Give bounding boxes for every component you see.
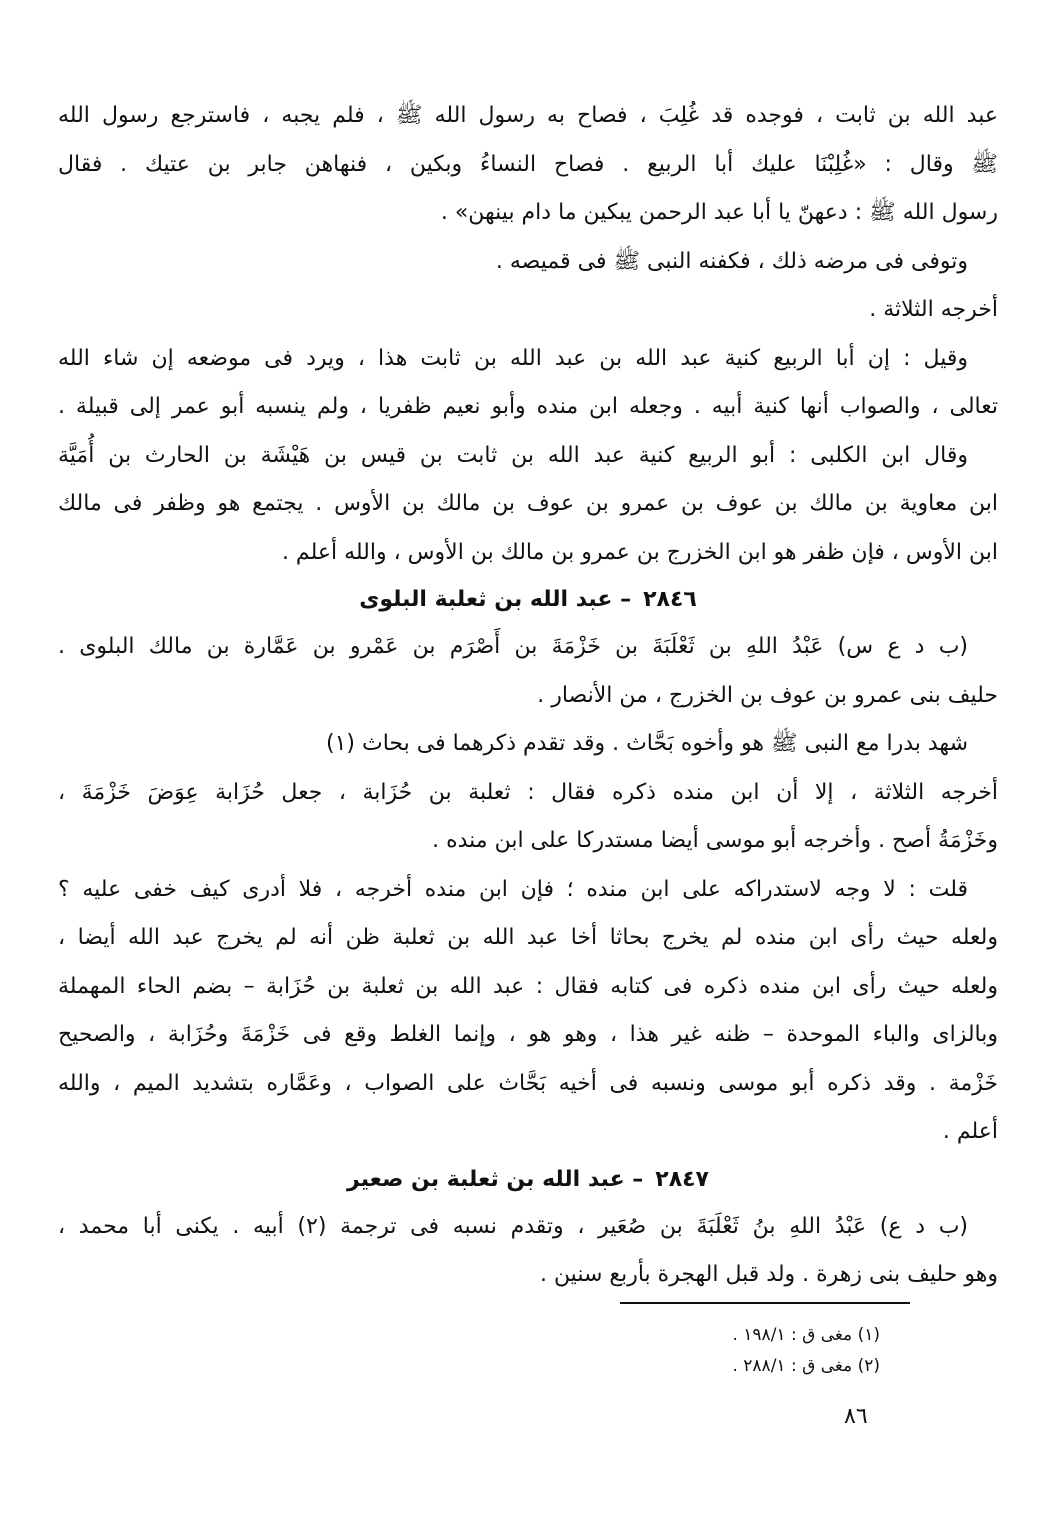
page-number: ٨٦	[844, 1404, 868, 1429]
text-line: عبد الله بن ثابت ، فوجده قد غُلِبَ ، فصاح به رسول الله ﷺ ، فلم يجبه ، فاسترجع رسول الله	[58, 103, 998, 128]
text-line: وقيل : إن أبا الربيع كنية عبد الله بن عبد الله بن ثابت هذا ، ويرد فى موضعه إن شاء الله	[58, 345, 968, 371]
text-line: وبالزاى والباء الموحدة – ظنه غير هذا ، وهو هو ، وإنما الغلط وقع فى خَزْمَةَ وحُزَابة ، والصحيح	[58, 1022, 998, 1047]
text-line: أخرجه الثلاثة .	[869, 297, 998, 322]
text-line: (ب د ع) عَبْدُ اللهِ بنُ ثَعْلَبَةَ بن صُعَير ، وتقدم نسبه فى ترجمة (٢) أبيه . يكنى أبا محمد ،	[58, 1213, 968, 1239]
text-line: أعلم .	[942, 1119, 998, 1144]
text-line: وخَزْمَةُ أصح . وأخرجه أبو موسى أيضا مستدركا على ابن منده .	[432, 828, 998, 853]
footnote-rule	[620, 1302, 910, 1304]
text-line: قلت : لا وجه لاستدراكه على ابن منده ؛ فإن ابن منده أخرجه ، فلا أدرى كيف خفى عليه ؟	[58, 876, 968, 902]
text-line: ابن الأوس ، فإن ظفر هو ابن الخزرج بن عمرو بن مالك بن الأوس ، والله أعلم .	[281, 539, 998, 565]
footnote: (٢) مغى ق : ٢٨٨/١ .	[732, 1356, 880, 1376]
footnote: (١) مغى ق : ١٩٨/١ .	[732, 1325, 880, 1345]
entry-heading	[58, 1157, 998, 1203]
text-line: ابن معاوية بن مالك بن عوف بن عمرو بن عوف بن مالك بن الأوس . يجتمع هو وظفر فى مالك	[58, 491, 998, 516]
text-line: ﷺ وقال : «غُلِبْنَا عليك أبا الربيع . فصاح النساءُ وبكين ، فنهاهن جابر بن عتيك . فقال	[58, 151, 998, 177]
entry-number: ٢٨٤٧	[655, 1166, 709, 1192]
text-line: ولعله حيث رأى ابن منده ذكره فى كتابه فقال : عبد الله بن ثعلبة بن حُزَابة – بضم الحاء المهملة	[58, 973, 998, 999]
text-line: وهو حليف بنى زهرة . ولد قبل الهجرة بأربع سنين .	[539, 1262, 998, 1287]
footnotes	[560, 1320, 880, 1382]
text-line: شهد بدرا مع النبى ﷺ هو وأخوه بَحَّاث . وقد تقدم ذكرهما فى بحاث (١)	[326, 731, 968, 756]
text-line: رسول الله ﷺ : دعهنّ يا أبا عبد الرحمن يبكين ما دام بينهن» .	[440, 200, 998, 225]
text-line: وقال ابن الكلبى : أبو الربيع كنية عبد الله بن ثابت بن قيس بن هَيْشَة بن الحارث بن أُمَيَّة	[58, 442, 968, 468]
text-line: حليف بنى عمرو بن عوف بن الخزرج ، من الأنصار .	[537, 682, 998, 708]
text-line: أخرجه الثلاثة ، إلا أن ابن منده ذكره فقال : ثعلبة بن حُزَابة ، جعل حُزَابة عِوَضَ خَزْمَةَ ،	[58, 779, 998, 805]
entry-heading	[58, 577, 998, 623]
text-line: تعالى ، والصواب أنها كنية أبيه . وجعله ابن منده وأبو نعيم ظفريا ، ولم ينسبه أبو عمر إلى قبيلة .	[58, 394, 998, 419]
entry-title: – عبد الله بن ثعلبة بن صعير	[347, 1166, 644, 1192]
text-line: ولعله حيث رأى ابن منده لم يخرج بحاثا أخا عبد الله بن ثعلبة ظن أنه لم يخرج عبد الله أيضا ،	[58, 925, 998, 950]
page-body	[58, 92, 998, 1300]
entry-number: ٢٨٤٦	[643, 587, 697, 612]
text-line: وتوفى فى مرضه ذلك ، فكفنه النبى ﷺ فى قميصه .	[495, 248, 968, 274]
entry-title: – عبد الله بن ثعلبة البلوى	[359, 587, 632, 612]
text-line: (ب د ع س) عَبْدُ اللهِ بن ثَعْلَبَةَ بن خَزْمَةَ بن أَصْرَم بن عَمْرو بن عَمَّارة بن مالك البلوى .	[58, 634, 968, 659]
text-line: خَزْمة . وقد ذكره أبو موسى ونسبه فى أخيه بَحَّاث على الصواب ، وعَمَّاره بتشديد الميم ، والله	[58, 1070, 998, 1096]
